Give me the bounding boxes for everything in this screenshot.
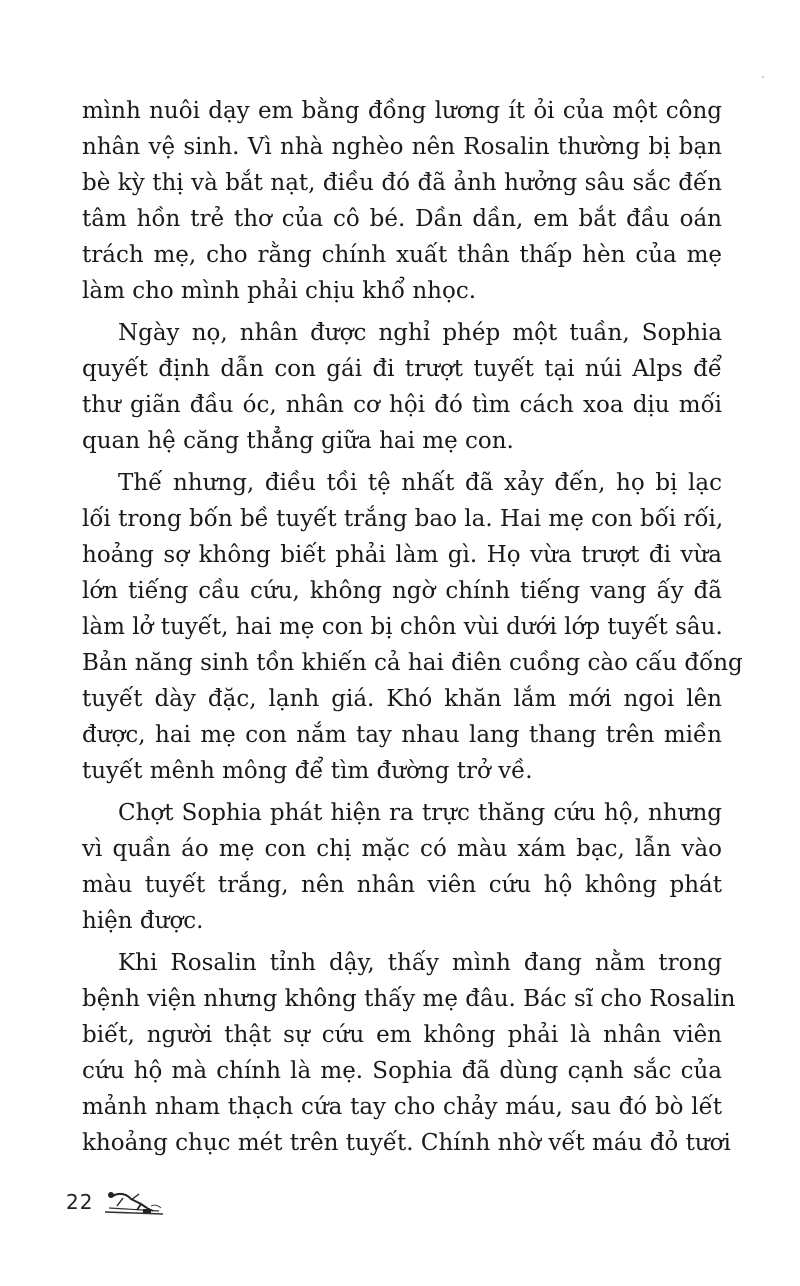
text-line: Ngày nọ, nhân được nghỉ phép một tuần, Sophia <box>118 320 722 346</box>
text-line: màu tuyết trắng, nên nhân viên cứu hộ không phát <box>82 872 722 898</box>
text-line: thư giãn đầu óc, nhân cơ hội đó tìm cách xoa dịu mối <box>82 392 722 418</box>
text-line: được, hai mẹ con nắm tay nhau lang thang trên miền <box>82 722 722 748</box>
text-line: tuyết dày đặc, lạnh giá. Khó khăn lắm mới ngoi lên <box>82 686 722 712</box>
text-line: bệnh viện nhưng không thấy mẹ đâu. Bác sĩ cho Rosalin <box>82 986 736 1012</box>
page-footer <box>66 1186 167 1218</box>
text-line: Bản năng sinh tồn khiến cả hai điên cuồng cào cấu đống <box>82 650 743 676</box>
text-line: hoảng sợ không biết phải làm gì. Họ vừa trượt đi vừa <box>82 542 722 568</box>
text-line: Chợt Sophia phát hiện ra trực thăng cứu hộ, nhưng <box>118 800 722 826</box>
text-line: bè kỳ thị và bắt nạt, điều đó đã ảnh hưởng sâu sắc đến <box>82 170 722 196</box>
text-line: nhân vệ sinh. Vì nhà nghèo nên Rosalin thường bị bạn <box>82 134 722 160</box>
text-line: Thế nhưng, điều tồi tệ nhất đã xảy đến, họ bị lạc <box>118 470 722 496</box>
text-line: biết, người thật sự cứu em không phải là nhân viên <box>82 1022 722 1048</box>
text-line: tuyết mênh mông để tìm đường trở về. <box>82 758 533 784</box>
text-line: Khi Rosalin tỉnh dậy, thấy mình đang nằm trong <box>118 950 722 976</box>
text-line: tâm hồn trẻ thơ của cô bé. Dần dần, em bắt đầu oán <box>82 206 722 232</box>
text-line: lối trong bốn bề tuyết trắng bao la. Hai mẹ con bối rối, <box>82 506 724 532</box>
skier-icon <box>97 1186 167 1218</box>
text-line: quyết định dẫn con gái đi trượt tuyết tại núi Alps để <box>82 356 722 382</box>
text-line: mình nuôi dạy em bằng đồng lương ít ỏi của một công <box>82 98 722 124</box>
text-line: trách mẹ, cho rằng chính xuất thân thấp hèn của mẹ <box>82 242 722 268</box>
text-line: cứu hộ mà chính là mẹ. Sophia đã dùng cạnh sắc của <box>82 1058 722 1084</box>
page-number: 22 <box>66 1190 94 1214</box>
text-line: mảnh nham thạch cứa tay cho chảy máu, sau đó bò lết <box>82 1094 722 1120</box>
text-line: lớn tiếng cầu cứu, không ngờ chính tiếng vang ấy đã <box>82 578 722 604</box>
text-line: quan hệ căng thẳng giữa hai mẹ con. <box>82 428 514 454</box>
text-line: làm cho mình phải chịu khổ nhọc. <box>82 278 477 304</box>
text-line: hiện được. <box>82 908 204 934</box>
text-line: vì quần áo mẹ con chị mặc có màu xám bạc, lẫn vào <box>82 836 722 862</box>
speck <box>762 76 764 78</box>
text-line: làm lở tuyết, hai mẹ con bị chôn vùi dưới lớp tuyết sâu. <box>82 614 723 640</box>
text-line: khoảng chục mét trên tuyết. Chính nhờ vết máu đỏ tươi <box>82 1130 731 1156</box>
